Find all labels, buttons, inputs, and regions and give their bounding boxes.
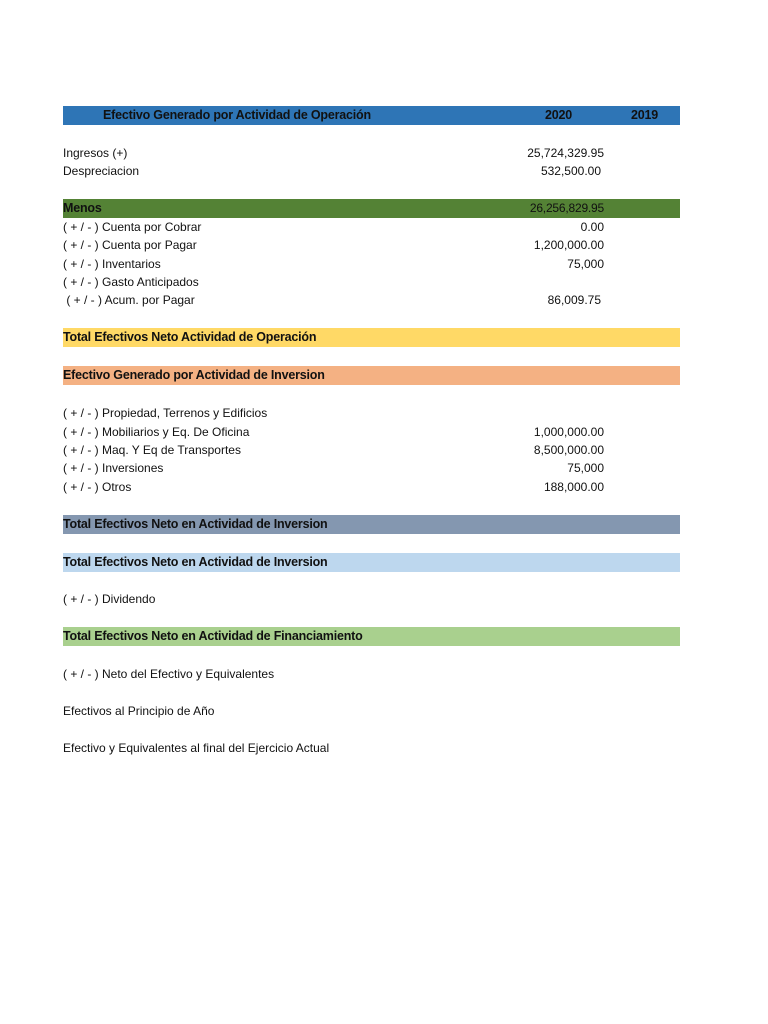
row-neto-efectivo [63,665,680,683]
row-value-2020: 1,000,000.00 [533,425,604,439]
row-value-2020: 532,500.00 [540,164,601,178]
row-cuenta-por-pagar [63,236,680,254]
row-label: Despreciacion [63,164,140,178]
row-inventarios [63,255,680,273]
menos-row [63,199,680,218]
row-label: ( + / - ) Neto del Efectivo y Equivalentes [63,667,275,681]
row-value-2020: 86,009.75 [547,293,601,307]
row-propiedad [63,404,680,422]
row-label: ( + / - ) Gasto Anticipados [63,275,199,289]
row-label: ( + / - ) Mobiliarios y Eq. De Oficina [63,425,250,439]
row-label: Ingresos (+) [63,146,128,160]
row-dividendo [63,590,680,608]
row-mobiliarios [63,423,680,441]
row-cuenta-por-cobrar [63,218,680,236]
row-label: ( + / - ) Dividendo [63,592,156,606]
row-value-2020: 0.00 [580,220,604,234]
row-value-2020: 25,724,329.95 [527,146,604,160]
row-label: ( + / - ) Inversiones [63,461,164,475]
row-label: ( + / - ) Cuenta por Pagar [63,238,197,252]
row-label: ( + / - ) Propiedad, Terrenos y Edificios [63,406,268,420]
row-value-2020: 8,500,000.00 [533,443,604,457]
row-label: ( + / - ) Acum. por Pagar [63,293,195,307]
total-inversion-label-1: Total Efectivos Neto en Actividad de Inversion [63,517,328,531]
total-financiamiento-label: Total Efectivos Neto en Actividad de Financiamiento [63,629,363,643]
year-2019-header: 2019 [630,108,658,122]
row-maquinaria [63,441,680,459]
row-label: ( + / - ) Maq. Y Eq de Transportes [63,443,241,457]
row-value-2020: 188,000.00 [543,480,604,494]
menos-label: Menos [63,201,102,215]
total-inversion-label-2: Total Efectivos Neto en Actividad de Inversion [63,555,328,569]
total-inversion-row-2 [63,553,680,572]
row-inversiones [63,459,680,477]
row-label: ( + / - ) Inventarios [63,257,161,271]
row-otros [63,478,680,496]
total-operacion-row [63,328,680,347]
total-financiamiento-row [63,627,680,646]
inversion-header-label: Efectivo Generado por Actividad de Inversion [63,368,325,382]
row-efectivo-final [63,739,680,757]
row-value-2020: 75,000 [567,257,604,271]
row-label: Efectivos al Principio de Año [63,704,215,718]
row-efectivo-principio [63,702,680,720]
row-label: ( + / - ) Cuenta por Cobrar [63,220,202,234]
inversion-header-row [63,366,680,385]
year-2020-header: 2020 [544,108,572,122]
row-value-2020: 75,000 [567,461,604,475]
total-inversion-row-1 [63,515,680,534]
row-label: ( + / - ) Otros [63,480,132,494]
row-acum-por-pagar [63,291,680,309]
row-ingresos [63,144,680,162]
row-value-2020: 1,200,000.00 [533,238,604,252]
operacion-header-row [63,106,680,125]
row-despreciacion [63,162,680,180]
row-gasto-anticipados [63,273,680,291]
operacion-header-title: Efectivo Generado por Actividad de Operación [103,108,371,122]
total-operacion-label: Total Efectivos Neto Actividad de Operación [63,330,317,344]
menos-value-2020: 26,256,829.95 [529,201,604,215]
row-label: Efectivo y Equivalentes al final del Ejercicio Actual [63,741,330,755]
